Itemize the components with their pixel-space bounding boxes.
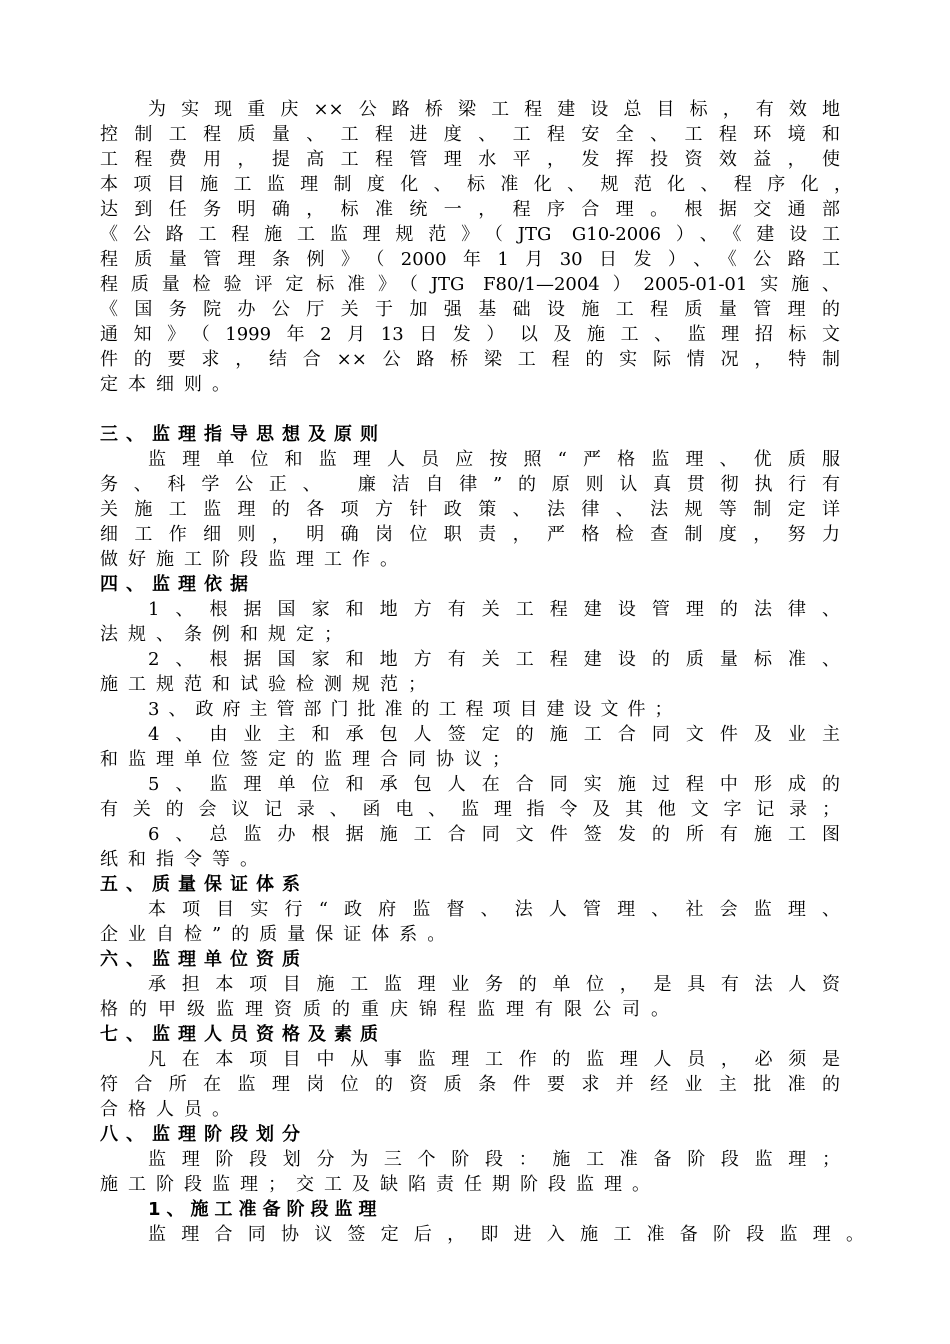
section-heading: 七、监理人员资格及素质 (100, 1024, 386, 1045)
paragraph-line: 符合所在监理岗位的资质条件要求并经业主批准的 (100, 1074, 840, 1095)
paragraph-line: 合格人员。 (100, 1099, 240, 1120)
intro-line: 定本细则。 (100, 374, 240, 395)
intro-line: 程质量检验评定标准》（JTG F80/1—2004）2005-01-01实施、 (100, 274, 840, 295)
paragraph-line: 本项目实行“政府监督、法人管理、社会监理、 (148, 899, 840, 920)
subsection-heading: 1、施工准备阶段监理 (148, 1199, 383, 1220)
list-item: 施工规范和试验检测规范； (100, 674, 436, 695)
list-item: 法规、条例和规定； (100, 624, 352, 645)
intro-line: 程质量管理条例》（2000年1月30日发）、《公路工 (100, 249, 840, 270)
intro-line: 通知》（1999年2月13日发）以及施工、监理招标文 (100, 324, 840, 345)
list-item: 1、根据国家和地方有关工程建设管理的法律、 (148, 599, 840, 620)
section-heading: 五、质量保证体系 (100, 874, 308, 895)
paragraph-line: 关施工监理的各项方针政策、法律、法规等制定详 (100, 499, 840, 520)
paragraph-line: 企业自检”的质量保证体系。 (100, 924, 456, 945)
intro-line: 《国务院办公厅关于加强基础设施工程质量管理的 (100, 299, 840, 320)
list-item: 3、政府主管部门批准的工程项目建设文件； (148, 699, 682, 720)
paragraph-line: 承担本项目施工监理业务的单位，是具有法人资 (148, 974, 840, 995)
paragraph-line: 细工作细则，明确岗位职责，严格检查制度，努力 (100, 524, 840, 545)
list-item: 有关的会议记录、函电、监理指令及其他文字记录； (100, 799, 840, 820)
section-heading: 六、监理单位资质 (100, 949, 308, 970)
list-item: 5、监理单位和承包人在合同实施过程中形成的 (148, 774, 840, 795)
paragraph-line: 监理阶段划分为三个阶段：施工准备阶段监理； (148, 1149, 840, 1170)
intro-line: 为实现重庆××公路桥梁工程建设总目标，有效地 (148, 99, 840, 120)
section-heading: 三、监理指导思想及原则 (100, 424, 386, 445)
list-item: 6、总监办根据施工合同文件签发的所有施工图 (148, 824, 840, 845)
paragraph-line: 做好施工阶段监理工作。 (100, 549, 408, 570)
section-heading: 八、监理阶段划分 (100, 1124, 308, 1145)
intro-line: 件的要求，结合××公路桥梁工程的实际情况，特制 (100, 349, 840, 370)
list-item: 2、根据国家和地方有关工程建设的质量标准、 (148, 649, 840, 670)
paragraph-line: 格的甲级监理资质的重庆锦程监理有限公司。 (100, 999, 680, 1020)
intro-line: 控制工程质量、工程进度、工程安全、工程环境和 (100, 124, 840, 145)
paragraph-line: 务、科学公正、 廉洁自律”的原则认真贯彻执行有 (100, 474, 840, 495)
intro-line: 本项目施工监理制度化、标准化、规范化、程序化， (100, 174, 852, 195)
intro-line: 工程费用，提高工程管理水平，发挥投资效益，使 (100, 149, 840, 170)
intro-line: 达到任务明确，标准统一，程序合理。根据交通部 (100, 199, 840, 220)
list-item: 纸和指令等。 (100, 849, 268, 870)
list-item: 和监理单位签定的监理合同协议； (100, 749, 520, 770)
paragraph-line: 施工阶段监理；交工及缺陷责任期阶段监理。 (100, 1174, 660, 1195)
paragraph-line: 凡在本项目中从事监理工作的监理人员，必须是 (148, 1049, 840, 1070)
intro-line: 《公路工程施工监理规范》（JTG G10-2006）、《建设工 (100, 224, 840, 245)
paragraph-line: 监理单位和监理人员应按照“严格监理、优质服 (148, 449, 840, 470)
list-item: 4、由业主和承包人签定的施工合同文件及业主 (148, 724, 840, 745)
section-heading: 四、监理依据 (100, 574, 256, 595)
paragraph-line: 监理合同协议签定后，即进入施工准备阶段监理。 (148, 1224, 864, 1245)
